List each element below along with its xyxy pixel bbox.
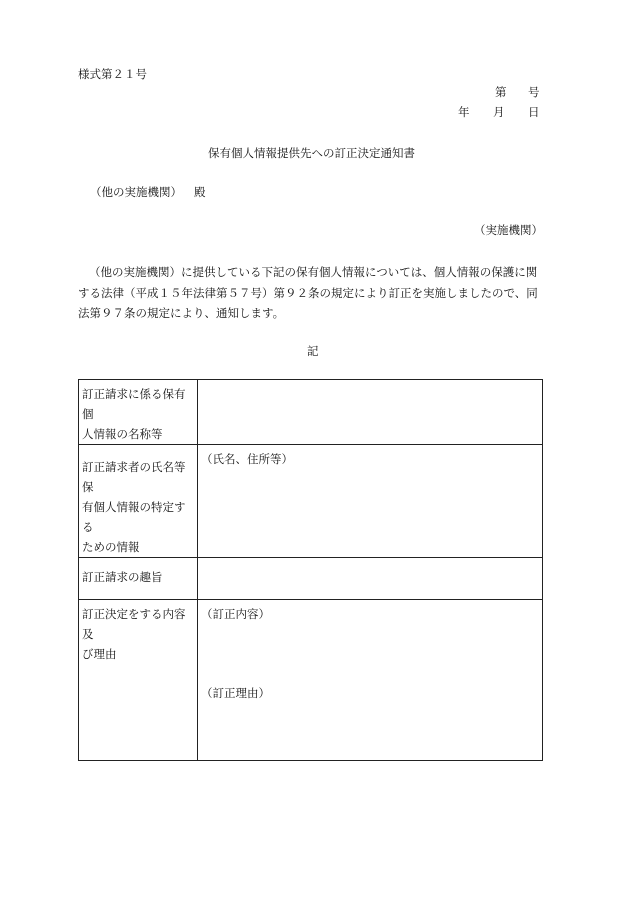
doc-number-go: 号 [528, 85, 540, 99]
date-day: 日 [528, 105, 540, 119]
table-row [79, 445, 543, 558]
table-row [79, 600, 543, 761]
row4-label-line1: 訂正決定をする内容及 [82, 607, 186, 641]
row2-value: （氏名、住所等） [201, 452, 293, 466]
row2-label-line3: ための情報 [82, 540, 140, 554]
row3-label: 訂正請求の趣旨 [82, 570, 163, 584]
body-line-1: （他の実施機関）に提供している下記の保有個人情報については、個人情報の保護に関 [89, 265, 538, 279]
doc-number-dai: 第 [495, 85, 507, 99]
ki-heading: 記 [307, 344, 319, 358]
table-cell-label [79, 558, 198, 600]
table-cell-label [79, 445, 198, 558]
date-month: 月 [493, 105, 505, 119]
table-cell-value [198, 445, 543, 558]
addressee-name: （他の実施機関） [90, 185, 182, 199]
row1-label-line2: 人情報の名称等 [82, 427, 163, 441]
table-row [79, 380, 543, 445]
document-title: 保有個人情報提供先への訂正決定通知書 [208, 146, 415, 160]
row4-reason-label: （訂正理由） [201, 686, 270, 700]
form-number: 様式第２１号 [78, 67, 147, 81]
table-cell-value [198, 558, 543, 600]
row4-label-line2: び理由 [82, 647, 117, 661]
table-cell-value [198, 600, 543, 761]
body-line-3: 法第９７条の規定により、通知します。 [78, 306, 285, 320]
date-year: 年 [458, 105, 470, 119]
row2-label-line2: 有個人情報の特定する [82, 500, 186, 534]
row1-label-line1: 訂正請求に係る保有個 [82, 387, 186, 421]
addressee-honorific: 殿 [194, 185, 206, 199]
correction-info-table [78, 379, 543, 761]
table-cell-value [198, 380, 543, 445]
table-cell-label [79, 380, 198, 445]
row2-label-line1: 訂正請求者の氏名等保 [82, 460, 186, 494]
sender-agency: （実施機関） [474, 223, 543, 237]
table-cell-label [79, 600, 198, 761]
row4-content-label: （訂正内容） [201, 607, 270, 621]
body-line-2: する法律（平成１５年法律第５７号）第９２条の規定により訂正を実施しましたので、同 [78, 286, 538, 300]
table-row [79, 558, 543, 600]
